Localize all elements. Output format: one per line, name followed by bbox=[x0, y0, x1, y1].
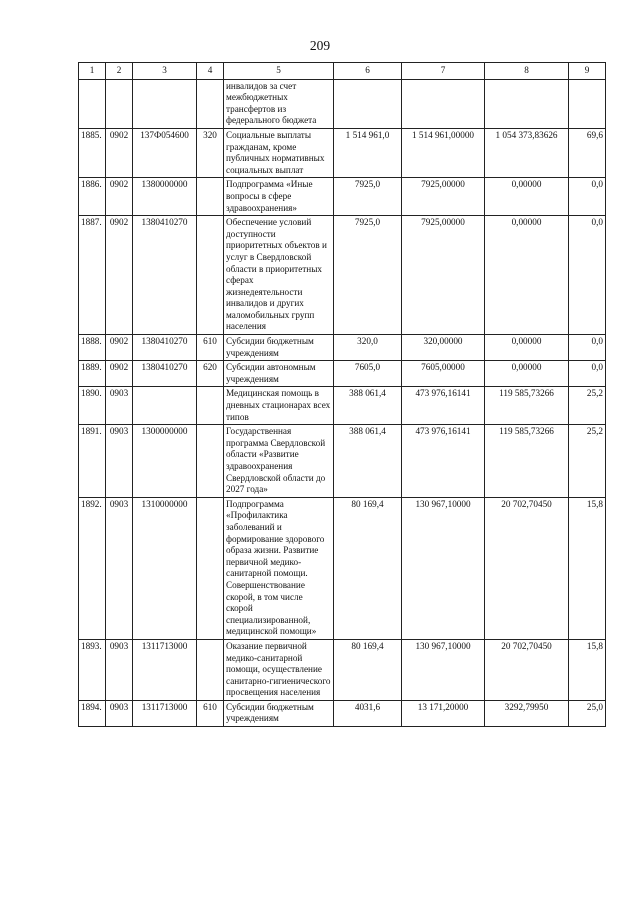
section-code: 0902 bbox=[106, 216, 133, 335]
column-header: 3 bbox=[133, 63, 197, 80]
target-article-code: 1311713000 bbox=[133, 639, 197, 700]
row-number: 1889. bbox=[79, 361, 106, 387]
execution-percent: 15,8 bbox=[569, 497, 606, 639]
section-code: 0903 bbox=[106, 700, 133, 726]
target-article-code: 1300000000 bbox=[133, 425, 197, 498]
budget-table bbox=[78, 62, 606, 727]
item-name: Подпрограмма «Профилактика заболеваний и формирование здорового образа жизни. Развитие первичной медико-санитарной помощи. Совершенствование скорой, в том числе скорой специализированной, медицинской помощи» bbox=[224, 497, 334, 639]
planned-amount: 388 061,4 bbox=[334, 387, 402, 425]
planned-amount: 320,0 bbox=[334, 335, 402, 361]
executed-amount: 20 702,70450 bbox=[485, 639, 569, 700]
executed-amount: 0,00000 bbox=[485, 335, 569, 361]
table-row bbox=[79, 178, 606, 216]
row-number: 1894. bbox=[79, 700, 106, 726]
table-row bbox=[79, 335, 606, 361]
execution-percent: 0,0 bbox=[569, 216, 606, 335]
target-article-code: 1380410270 bbox=[133, 216, 197, 335]
row-number: 1886. bbox=[79, 178, 106, 216]
planned-amount bbox=[334, 79, 402, 128]
table-row bbox=[79, 425, 606, 498]
revised-amount: 130 967,10000 bbox=[402, 497, 485, 639]
expense-type-code bbox=[197, 497, 224, 639]
planned-amount: 388 061,4 bbox=[334, 425, 402, 498]
planned-amount: 4031,6 bbox=[334, 700, 402, 726]
column-header: 2 bbox=[106, 63, 133, 80]
section-code: 0903 bbox=[106, 639, 133, 700]
table-row bbox=[79, 128, 606, 177]
execution-percent: 0,0 bbox=[569, 361, 606, 387]
target-article-code: 1380410270 bbox=[133, 361, 197, 387]
section-code: 0903 bbox=[106, 497, 133, 639]
item-name: Подпрограмма «Иные вопросы в сфере здравоохранения» bbox=[224, 178, 334, 216]
item-name: инвалидов за счет межбюджетных трансфертов из федерального бюджета bbox=[224, 79, 334, 128]
executed-amount: 20 702,70450 bbox=[485, 497, 569, 639]
target-article-code: 1380000000 bbox=[133, 178, 197, 216]
execution-percent: 25,0 bbox=[569, 700, 606, 726]
revised-amount bbox=[402, 79, 485, 128]
executed-amount bbox=[485, 79, 569, 128]
expense-type-code bbox=[197, 79, 224, 128]
revised-amount: 1 514 961,00000 bbox=[402, 128, 485, 177]
row-number: 1885. bbox=[79, 128, 106, 177]
expense-type-code bbox=[197, 387, 224, 425]
item-name: Субсидии бюджетным учреждениям bbox=[224, 700, 334, 726]
revised-amount: 7925,00000 bbox=[402, 178, 485, 216]
column-header: 4 bbox=[197, 63, 224, 80]
table-row bbox=[79, 497, 606, 639]
section-code: 0902 bbox=[106, 128, 133, 177]
column-header: 1 bbox=[79, 63, 106, 80]
revised-amount: 130 967,10000 bbox=[402, 639, 485, 700]
executed-amount: 0,00000 bbox=[485, 361, 569, 387]
table-row bbox=[79, 216, 606, 335]
table-row bbox=[79, 639, 606, 700]
table-row bbox=[79, 361, 606, 387]
table-row bbox=[79, 700, 606, 726]
table-row bbox=[79, 387, 606, 425]
item-name: Социальные выплаты гражданам, кроме публичных нормативных социальных выплат bbox=[224, 128, 334, 177]
section-code: 0903 bbox=[106, 425, 133, 498]
executed-amount: 119 585,73266 bbox=[485, 425, 569, 498]
target-article-code bbox=[133, 79, 197, 128]
section-code: 0902 bbox=[106, 335, 133, 361]
row-number: 1887. bbox=[79, 216, 106, 335]
execution-percent bbox=[569, 79, 606, 128]
expense-type-code bbox=[197, 425, 224, 498]
target-article-code: 1311713000 bbox=[133, 700, 197, 726]
row-number bbox=[79, 79, 106, 128]
item-name: Обеспечение условий доступности приоритетных объектов и услуг в Свердловской области в приоритетных сферах жизнедеятельности инвалидов и других маломобильных групп населения bbox=[224, 216, 334, 335]
expense-type-code: 620 bbox=[197, 361, 224, 387]
item-name: Субсидии автономным учреждениям bbox=[224, 361, 334, 387]
executed-amount: 3292,79950 bbox=[485, 700, 569, 726]
column-header: 8 bbox=[485, 63, 569, 80]
target-article-code: 1310000000 bbox=[133, 497, 197, 639]
execution-percent: 25,2 bbox=[569, 387, 606, 425]
executed-amount: 1 054 373,83626 bbox=[485, 128, 569, 177]
target-article-code: 137Ф054600 bbox=[133, 128, 197, 177]
row-number: 1890. bbox=[79, 387, 106, 425]
executed-amount: 119 585,73266 bbox=[485, 387, 569, 425]
execution-percent: 0,0 bbox=[569, 335, 606, 361]
row-number: 1893. bbox=[79, 639, 106, 700]
expense-type-code bbox=[197, 178, 224, 216]
column-header: 6 bbox=[334, 63, 402, 80]
planned-amount: 1 514 961,0 bbox=[334, 128, 402, 177]
table-row bbox=[79, 79, 606, 128]
execution-percent: 69,6 bbox=[569, 128, 606, 177]
page-number: 209 bbox=[309, 38, 331, 53]
revised-amount: 13 171,20000 bbox=[402, 700, 485, 726]
execution-percent: 0,0 bbox=[569, 178, 606, 216]
section-code bbox=[106, 79, 133, 128]
target-article-code: 1380410270 bbox=[133, 335, 197, 361]
revised-amount: 473 976,16141 bbox=[402, 425, 485, 498]
column-header: 9 bbox=[569, 63, 606, 80]
row-number: 1892. bbox=[79, 497, 106, 639]
planned-amount: 7925,0 bbox=[334, 178, 402, 216]
item-name: Государственная программа Свердловской области «Развитие здравоохранения Свердловской области до 2027 года» bbox=[224, 425, 334, 498]
expense-type-code: 320 bbox=[197, 128, 224, 177]
table-header-row bbox=[79, 63, 606, 80]
section-code: 0902 bbox=[106, 178, 133, 216]
item-name: Субсидии бюджетным учреждениям bbox=[224, 335, 334, 361]
executed-amount: 0,00000 bbox=[485, 178, 569, 216]
target-article-code bbox=[133, 387, 197, 425]
section-code: 0903 bbox=[106, 387, 133, 425]
executed-amount: 0,00000 bbox=[485, 216, 569, 335]
revised-amount: 7605,00000 bbox=[402, 361, 485, 387]
planned-amount: 80 169,4 bbox=[334, 497, 402, 639]
row-number: 1891. bbox=[79, 425, 106, 498]
planned-amount: 7605,0 bbox=[334, 361, 402, 387]
row-number: 1888. bbox=[79, 335, 106, 361]
revised-amount: 7925,00000 bbox=[402, 216, 485, 335]
execution-percent: 15,8 bbox=[569, 639, 606, 700]
revised-amount: 320,00000 bbox=[402, 335, 485, 361]
expense-type-code bbox=[197, 639, 224, 700]
column-header: 5 bbox=[224, 63, 334, 80]
expense-type-code: 610 bbox=[197, 700, 224, 726]
expense-type-code bbox=[197, 216, 224, 335]
revised-amount: 473 976,16141 bbox=[402, 387, 485, 425]
planned-amount: 80 169,4 bbox=[334, 639, 402, 700]
planned-amount: 7925,0 bbox=[334, 216, 402, 335]
column-header: 7 bbox=[402, 63, 485, 80]
execution-percent: 25,2 bbox=[569, 425, 606, 498]
item-name: Оказание первичной медико-санитарной помощи, осуществление санитарно-гигиенического просвещения населения bbox=[224, 639, 334, 700]
item-name: Медицинская помощь в дневных стационарах всех типов bbox=[224, 387, 334, 425]
expense-type-code: 610 bbox=[197, 335, 224, 361]
section-code: 0902 bbox=[106, 361, 133, 387]
